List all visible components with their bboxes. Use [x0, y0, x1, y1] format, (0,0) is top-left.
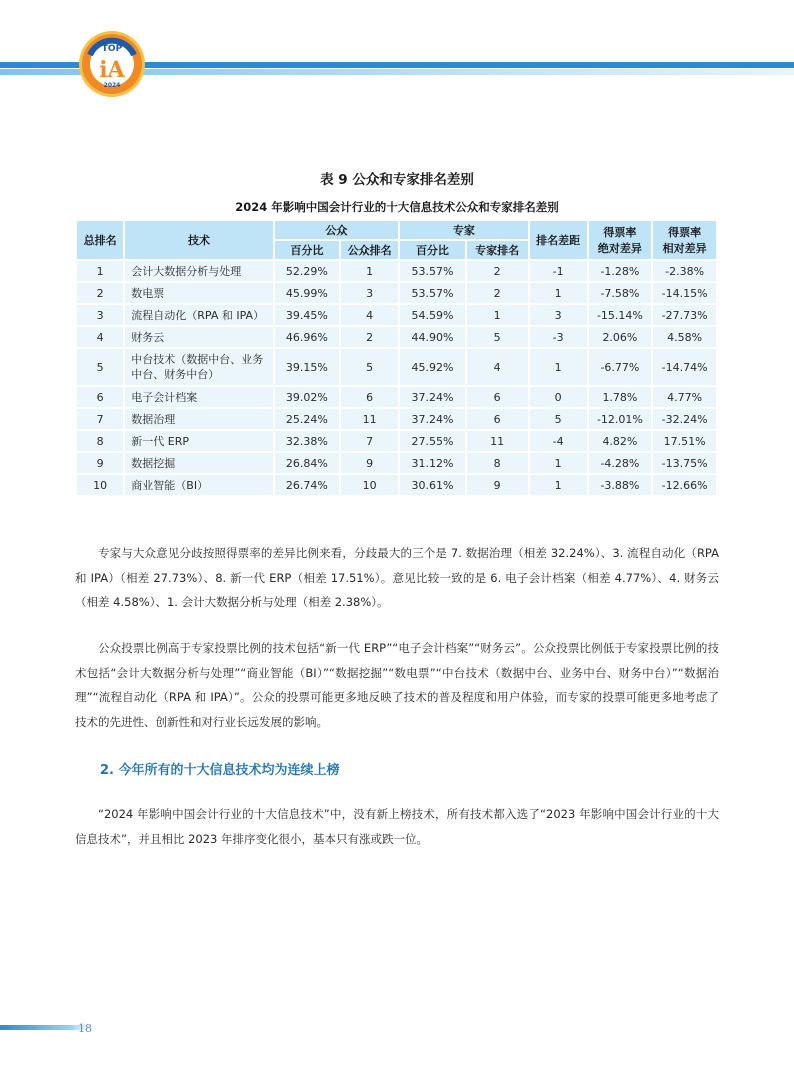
header-expert-pct: 百分比 — [400, 241, 465, 259]
cell-public-pct: 26.84% — [275, 453, 340, 473]
cell-tech: 中台技术（数据中台、业务中台、财务中台） — [125, 349, 272, 385]
cell-tech: 财务云 — [125, 327, 272, 347]
cell-expert-rank: 1 — [467, 305, 528, 325]
cell-rel-diff: -2.38% — [653, 261, 716, 281]
header-public-pct: 百分比 — [275, 241, 340, 259]
cell-rel-diff: -32.24% — [653, 409, 716, 429]
header-expert-rank: 专家排名 — [467, 241, 528, 259]
logo-year-text: 2024 — [103, 82, 121, 89]
cell-rank-diff: 1 — [530, 349, 587, 385]
paragraph-vote-comparison: 公众投票比例高于专家投票比例的技术包括“新一代 ERP”“电子会计档案”“财务云”。公众投票比例低于专家投票比例的技术包括“会计大数据分析与处理”“商业智能（BI）”“数据挖掘”“数电票”“中台技术（数据中台、业务中台、财务中台）”“数据治理”“流程自动化（RPA 和 IPA）”。公众的投票可能更多地反映了技术的普及程度和用户体验，而专家的投票可能更多地考虑了技术的先进性、创新性和对行业长远发展的影响。 — [75, 641, 719, 729]
cell-rel-diff: 4.77% — [653, 387, 716, 407]
ranking-diff-table — [75, 219, 718, 497]
cell-tech: 新一代 ERP — [125, 431, 272, 451]
cell-expert-pct: 44.90% — [400, 327, 465, 347]
header-rel-line1: 得票率 — [668, 226, 702, 239]
table-row — [77, 453, 716, 473]
cell-abs-diff: -1.28% — [589, 261, 652, 281]
cell-public-rank: 3 — [341, 283, 398, 303]
cell-rel-diff: -27.73% — [653, 305, 716, 325]
cell-rank: 2 — [77, 283, 123, 303]
cell-rank-diff: 1 — [530, 475, 587, 495]
cell-rank: 8 — [77, 431, 123, 451]
cell-tech: 流程自动化（RPA 和 IPA） — [125, 305, 272, 325]
cell-expert-rank: 9 — [467, 475, 528, 495]
header-public: 公众 — [275, 221, 399, 239]
header-abs-line1: 得票率 — [603, 226, 637, 239]
cell-tech: 商业智能（BI） — [125, 475, 272, 495]
cell-rank: 6 — [77, 387, 123, 407]
section-heading: 2. 今年所有的十大信息技术均为连续上榜 — [100, 763, 340, 778]
cell-public-pct: 26.74% — [275, 475, 340, 495]
table-row — [77, 305, 716, 325]
header-rank: 总排名 — [77, 221, 123, 259]
header-public-rank: 公众排名 — [341, 241, 398, 259]
cell-rel-diff: 4.58% — [653, 327, 716, 347]
cell-public-pct: 32.38% — [275, 431, 340, 451]
cell-expert-rank: 5 — [467, 327, 528, 347]
cell-rank: 1 — [77, 261, 123, 281]
cell-public-pct: 39.02% — [275, 387, 340, 407]
cell-expert-rank: 6 — [467, 387, 528, 407]
table-row — [77, 387, 716, 407]
cell-rel-diff: -14.74% — [653, 349, 716, 385]
cell-expert-rank: 8 — [467, 453, 528, 473]
cell-public-rank: 7 — [341, 431, 398, 451]
logo-ia-text: iA — [99, 57, 125, 83]
cell-rank-diff: -4 — [530, 431, 587, 451]
cell-public-rank: 9 — [341, 453, 398, 473]
cell-abs-diff: -12.01% — [589, 409, 652, 429]
table-row — [77, 431, 716, 451]
cell-abs-diff: -4.28% — [589, 453, 652, 473]
cell-expert-rank: 11 — [467, 431, 528, 451]
cell-expert-rank: 4 — [467, 349, 528, 385]
top-ia-logo — [78, 25, 146, 103]
cell-expert-pct: 27.55% — [400, 431, 465, 451]
cell-public-rank: 11 — [341, 409, 398, 429]
cell-rank-diff: 5 — [530, 409, 587, 429]
cell-tech: 数电票 — [125, 283, 272, 303]
cell-expert-pct: 37.24% — [400, 409, 465, 429]
cell-public-rank: 5 — [341, 349, 398, 385]
table-row — [77, 261, 716, 281]
cell-public-pct: 25.24% — [275, 409, 340, 429]
cell-abs-diff: 4.82% — [589, 431, 652, 451]
cell-rank: 7 — [77, 409, 123, 429]
cell-abs-diff: -15.14% — [589, 305, 652, 325]
cell-tech: 数据治理 — [125, 409, 272, 429]
table-row — [77, 327, 716, 347]
paragraph-disagreement: 专家与大众意见分歧按照得票率的差异比例来看，分歧最大的三个是 7. 数据治理（相差 32.24%）、3. 流程自动化（RPA 和 IPA）（相差 27.73%）、8. 新一代 ERP（相差 17.51%）。意见比较一致的是 6. 电子会计档案（相差 4.77%）、4. 财务云（相差 4.58%）、1. 会计大数据分析与处理（相差 2.38%）。 — [75, 546, 719, 609]
cell-abs-diff: 1.78% — [589, 387, 652, 407]
cell-abs-diff: -7.58% — [589, 283, 652, 303]
cell-rel-diff: -14.15% — [653, 283, 716, 303]
cell-public-rank: 6 — [341, 387, 398, 407]
cell-rank: 4 — [77, 327, 123, 347]
footer-bar — [0, 1025, 90, 1030]
cell-expert-rank: 2 — [467, 283, 528, 303]
cell-expert-rank: 6 — [467, 409, 528, 429]
table-row — [77, 283, 716, 303]
page-number: 18 — [78, 1022, 92, 1035]
cell-public-pct: 52.29% — [275, 261, 340, 281]
cell-expert-pct: 30.61% — [400, 475, 465, 495]
cell-abs-diff: -6.77% — [589, 349, 652, 385]
cell-expert-rank: 2 — [467, 261, 528, 281]
cell-tech: 电子会计档案 — [125, 387, 272, 407]
cell-public-pct: 46.96% — [275, 327, 340, 347]
table-row — [77, 409, 716, 429]
cell-expert-pct: 53.57% — [400, 283, 465, 303]
header-expert: 专家 — [400, 221, 527, 239]
cell-expert-pct: 54.59% — [400, 305, 465, 325]
cell-rank-diff: 0 — [530, 387, 587, 407]
cell-public-pct: 39.15% — [275, 349, 340, 385]
header-rel-line2: 相对差异 — [662, 242, 707, 255]
cell-rank-diff: -3 — [530, 327, 587, 347]
cell-expert-pct: 31.12% — [400, 453, 465, 473]
cell-public-rank: 4 — [341, 305, 398, 325]
header-rank-diff: 排名差距 — [530, 221, 587, 259]
cell-rank: 9 — [77, 453, 123, 473]
cell-expert-pct: 45.92% — [400, 349, 465, 385]
header-tech: 技术 — [125, 221, 272, 259]
header-abs-diff — [589, 221, 652, 259]
cell-tech: 数据挖掘 — [125, 453, 272, 473]
table-caption: 表 9 公众和专家排名差别 — [320, 172, 474, 188]
cell-public-pct: 45.99% — [275, 283, 340, 303]
logo-top-text: TOP — [101, 44, 123, 54]
cell-rel-diff: -12.66% — [653, 475, 716, 495]
cell-rank: 5 — [77, 349, 123, 385]
header-rel-diff — [653, 221, 716, 259]
cell-rank-diff: 3 — [530, 305, 587, 325]
table-subtitle: 2024 年影响中国会计行业的十大信息技术公众和专家排名差别 — [235, 200, 559, 214]
cell-abs-diff: 2.06% — [589, 327, 652, 347]
cell-abs-diff: -3.88% — [589, 475, 652, 495]
cell-rank-diff: -1 — [530, 261, 587, 281]
cell-rank-diff: 1 — [530, 453, 587, 473]
table-row — [77, 475, 716, 495]
header-abs-line2: 绝对差异 — [597, 242, 642, 255]
cell-public-rank: 2 — [341, 327, 398, 347]
cell-public-rank: 10 — [341, 475, 398, 495]
cell-rank: 10 — [77, 475, 123, 495]
cell-expert-pct: 53.57% — [400, 261, 465, 281]
cell-rank-diff: 1 — [530, 283, 587, 303]
cell-public-pct: 39.45% — [275, 305, 340, 325]
cell-rank: 3 — [77, 305, 123, 325]
cell-public-rank: 1 — [341, 261, 398, 281]
cell-rel-diff: 17.51% — [653, 431, 716, 451]
cell-expert-pct: 37.24% — [400, 387, 465, 407]
table-row — [77, 349, 716, 385]
cell-tech: 会计大数据分析与处理 — [125, 261, 272, 281]
cell-rel-diff: -13.75% — [653, 453, 716, 473]
paragraph-continuity: “2024 年影响中国会计行业的十大信息技术”中，没有新上榜技术，所有技术都入选了“2023 年影响中国会计行业的十大信息技术”，并且相比 2023 年排序变化很小，基本只有涨或跌一位。 — [75, 807, 719, 846]
